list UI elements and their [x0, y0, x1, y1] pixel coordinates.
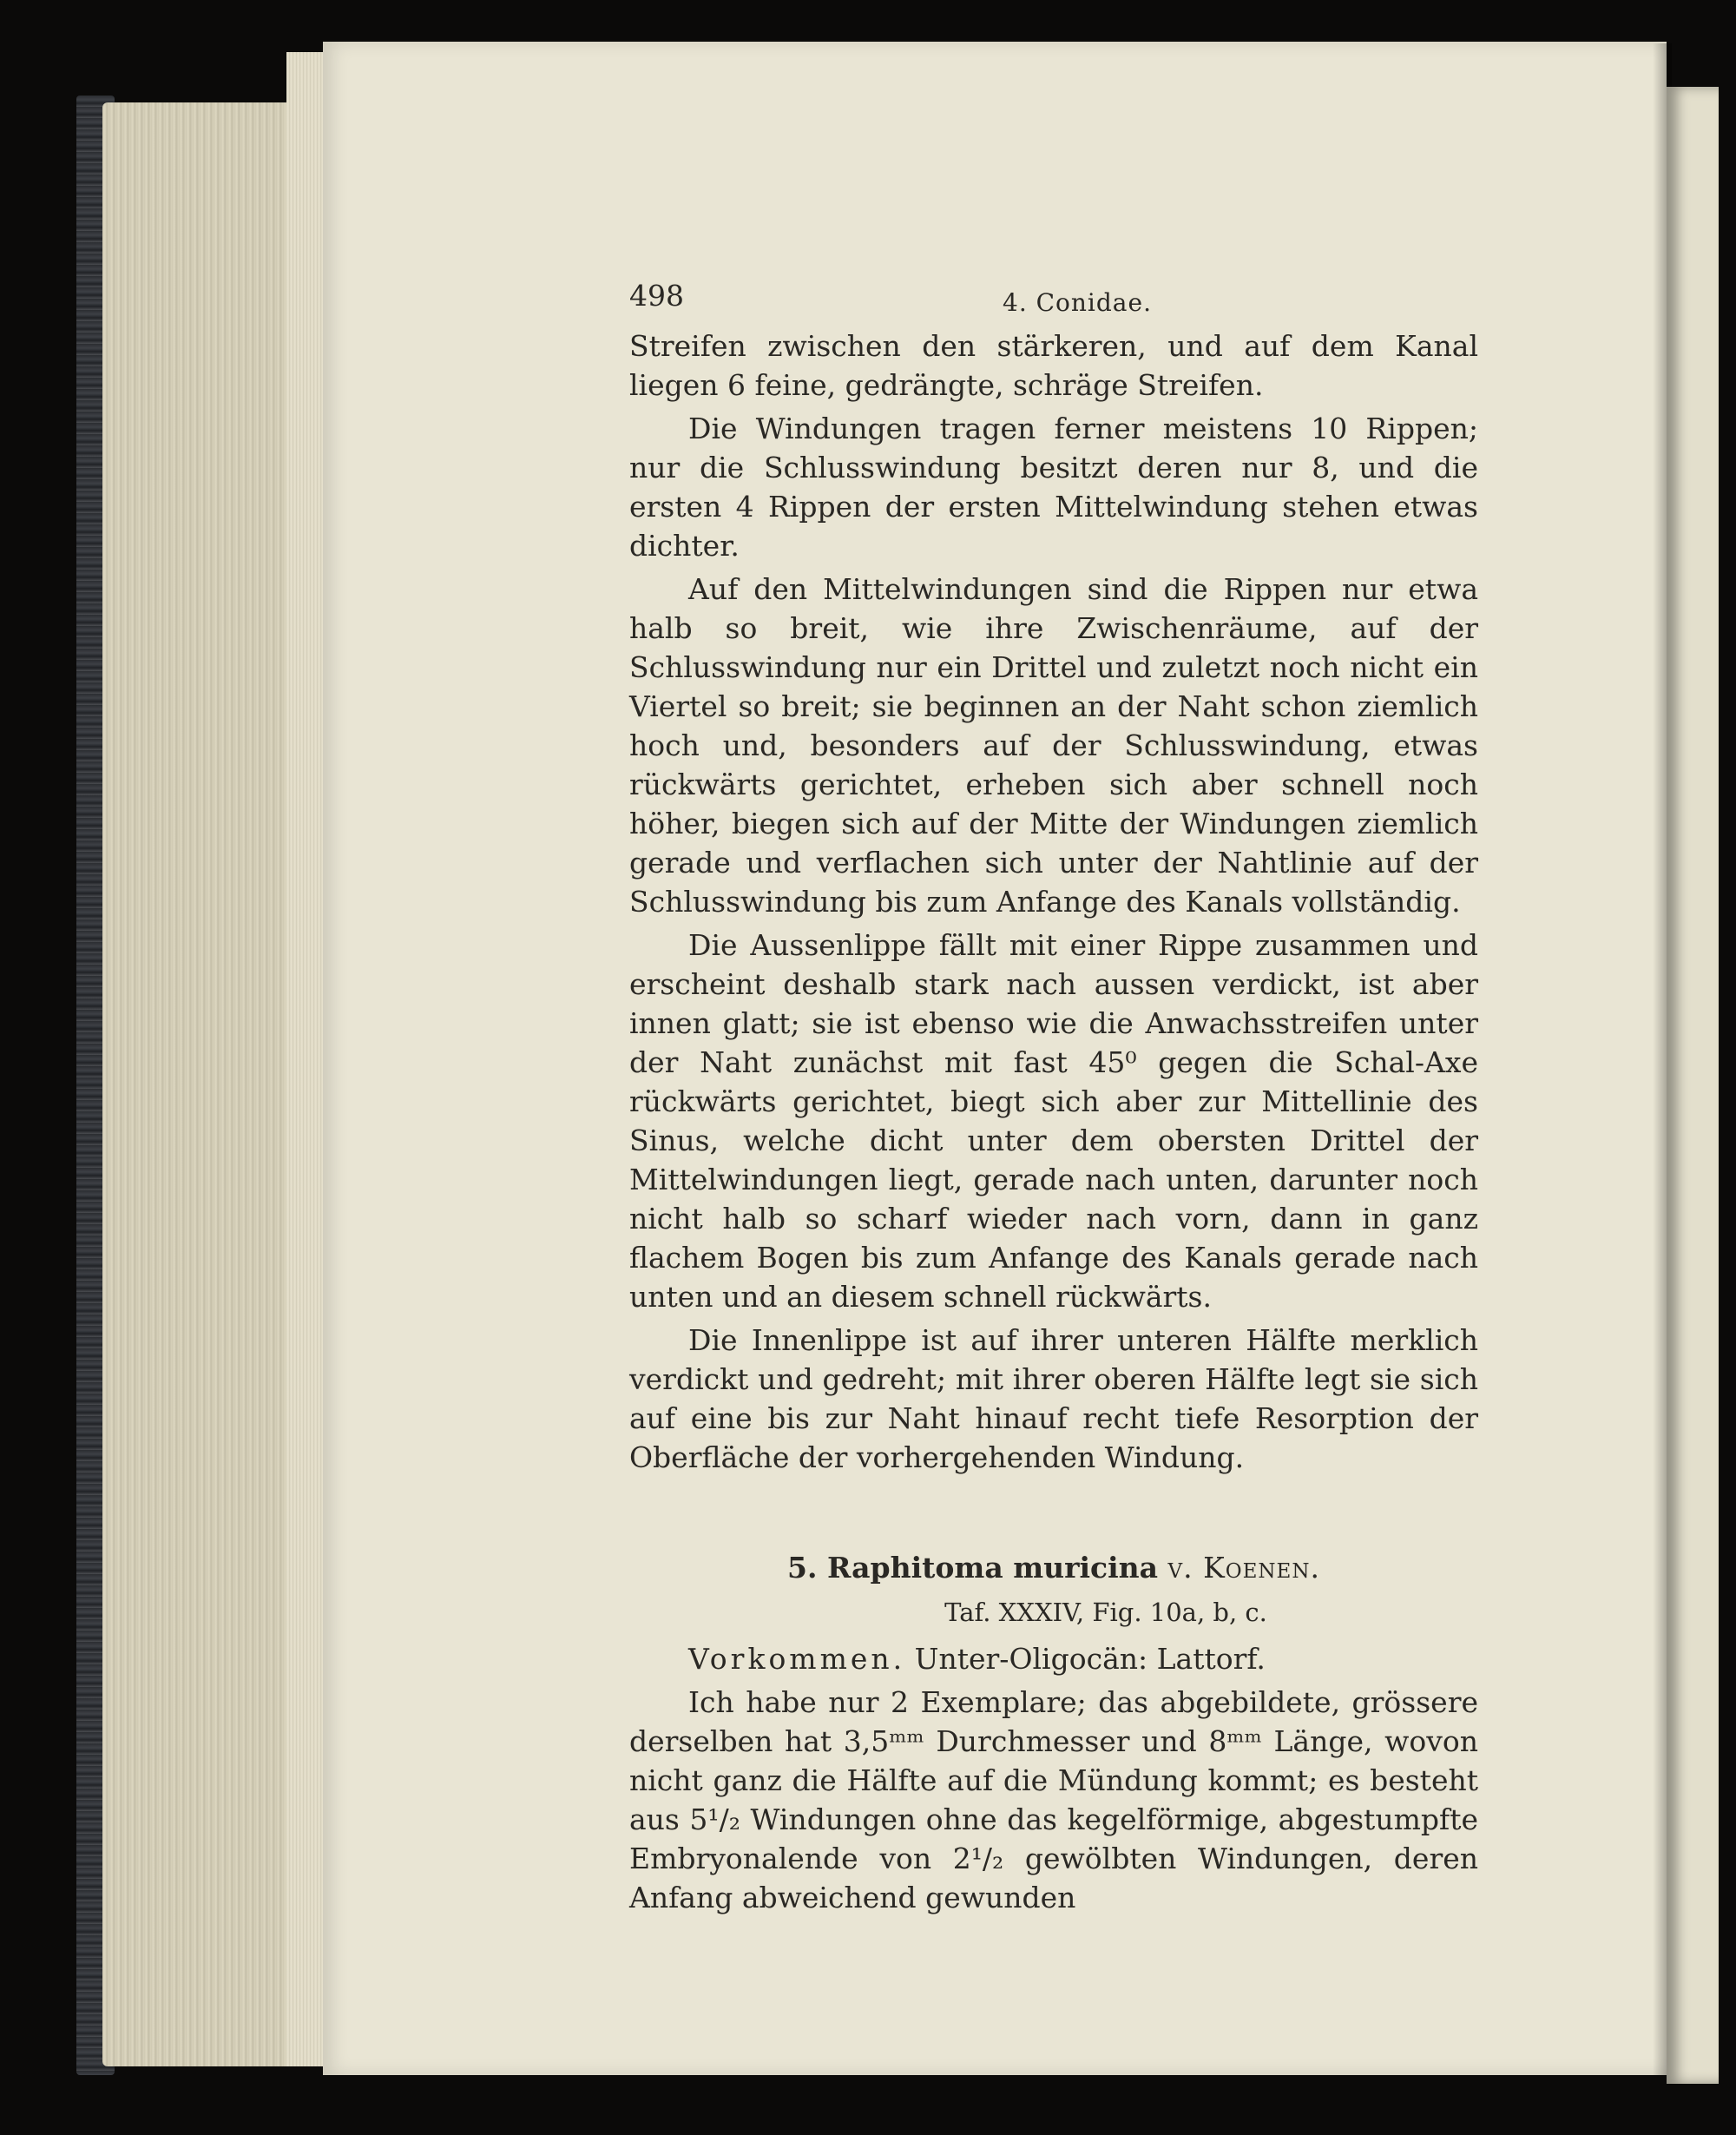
paragraph: Ich habe nur 2 Exemplare; das abgebildete, grössere derselben hat 3,5ᵐᵐ Durchmesser und 8ᵐᵐ Länge, wovon nicht ganz die Hälfte auf die Mündung kommt; es besteht aus 5¹/₂ Windungen ohne das kegelförmige, abgestumpfte Embryonalende von 2¹/₂ gewölbten Windungen, deren Anfang abweichend gewunden — [629, 1685, 1478, 1914]
paragraph: Die Innenlippe ist auf ihrer unteren Hälfte merklich verdickt und gedreht; mit ihrer oberen Hälfte legt sie sich auf eine bis zur Naht hinauf recht tiefe Resorption der Oberfläche der vorhergehenden Windung. — [629, 1323, 1478, 1474]
page-number: 498 — [629, 279, 684, 313]
occurrence-value: Unter-Oligocän: Lattorf. — [914, 1642, 1266, 1676]
occurrence-line — [629, 1639, 1478, 1678]
plate-reference: Taf. XXXIV, Fig. 10a, b, c. — [944, 1598, 1267, 1627]
occurrence-label: Vorkommen. — [688, 1642, 906, 1676]
paragraph: Auf den Mittelwindungen sind die Rippen nur etwa halb so breit, wie ihre Zwischenräume, auf der Schlusswindung nur ein Drittel und zuletzt noch nicht ein Viertel so breit; sie beginnen an der Naht schon ziemlich hoch und, besonders auf der Schlusswindung, etwas rückwärts gerichtet, erheben sich aber schnell noch höher, biegen sich auf der Mitte der Windungen ziemlich gerade und verflachen sich unter der Nahtlinie auf der Schlusswindung bis zum Anfange des Kanals vollständig. — [629, 572, 1478, 919]
species-heading — [629, 1546, 1478, 1590]
running-title: 4. Conidae. — [1003, 288, 1152, 317]
paragraph: Die Aussenlippe fällt mit einer Rippe zusammen und erscheint deshalb stark nach aussen verdickt, ist aber innen glatt; sie ist ebenso wie die Anwachsstreifen unter der Naht zunächst mit fast 45⁰ gegen die Schal-Axe rückwärts gerichtet, biegt sich aber zur Mittellinie des Sinus, welche dicht unter dem obersten Drittel der Mittelwindungen liegt, gerade nach unten, darunter noch nicht halb so scharf wieder nach vorn, dann in ganz flachem Bogen bis zum Anfange des Kanals gerade nach unten und an diesem schnell rückwärts. — [629, 928, 1478, 1314]
page-text — [629, 276, 1478, 1921]
species-author: v. Koenen. — [1167, 1551, 1320, 1585]
paragraph: Die Windungen tragen ferner meistens 10 Rippen; nur die Schlusswindung besitzt deren nur 8, und die ersten 4 Rippen der ersten Mittelwindung stehen etwas dichter. — [629, 412, 1478, 563]
page-header — [629, 276, 1478, 326]
paragraph: Streifen zwischen den stärkeren, und auf dem Kanal liegen 6 feine, gedrängte, schräge Streifen. — [629, 329, 1478, 402]
species-name: Raphitoma muricina — [826, 1551, 1159, 1585]
facing-page-edge — [1667, 87, 1719, 2084]
species-number: 5. — [787, 1551, 818, 1585]
